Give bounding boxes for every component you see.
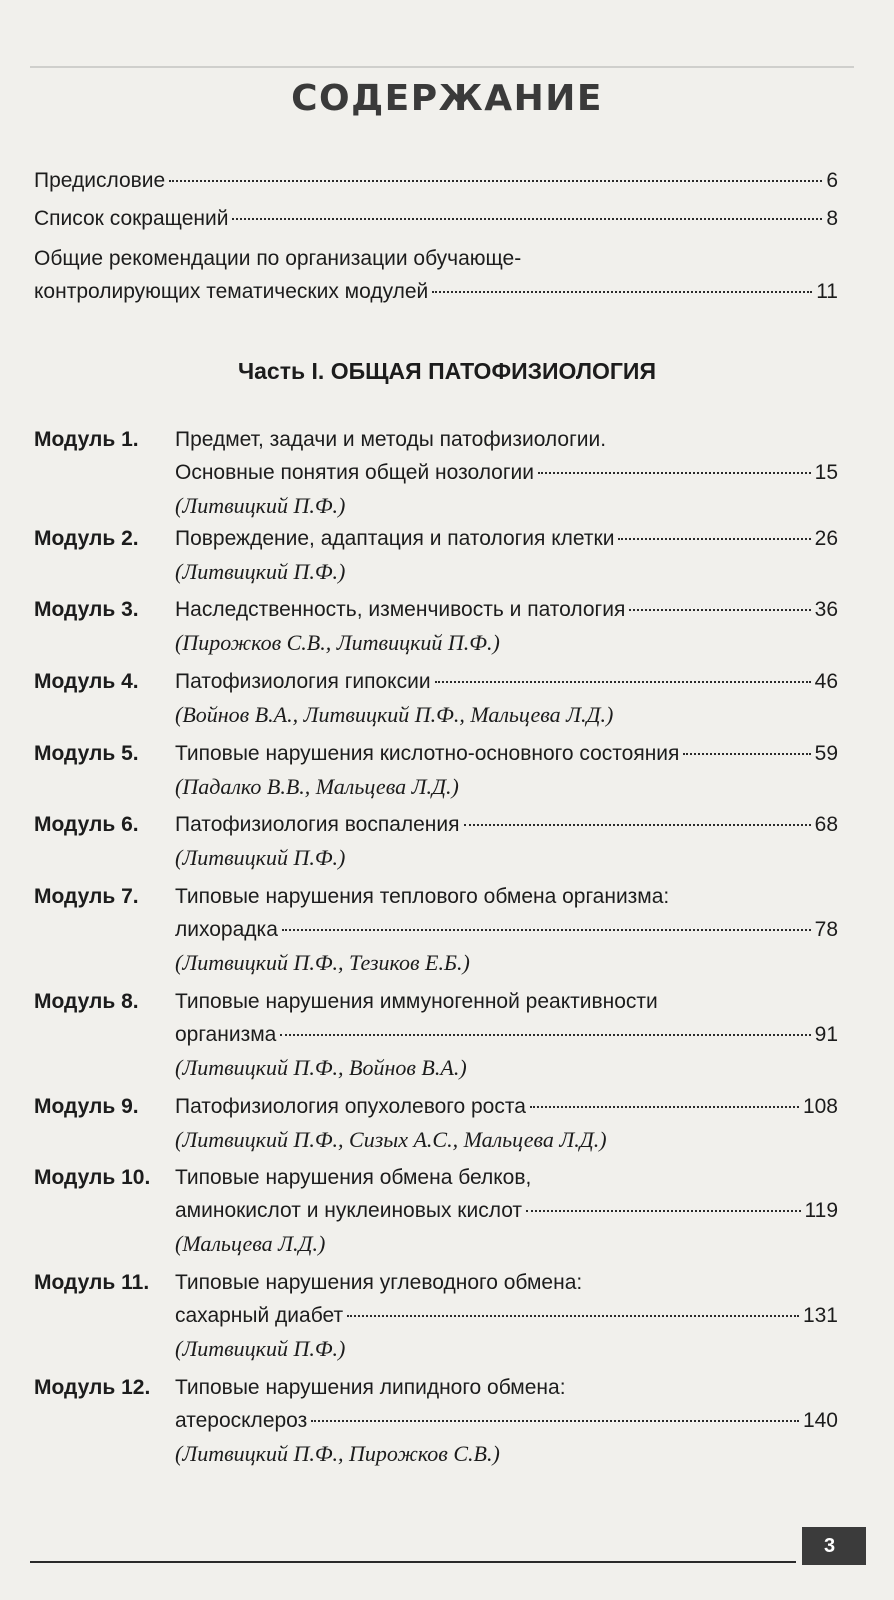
module-title-line-2: Основные понятия общей нозологии (175, 461, 534, 484)
entry-page: 11 (816, 280, 838, 303)
dot-leader (526, 1210, 800, 1212)
module-title-line-2: лихорадка (175, 918, 278, 941)
module-page: 46 (814, 670, 838, 693)
module-label: Модуль 7. (34, 885, 139, 908)
module-title-line-1: Повреждение, адаптация и патология клетки (175, 527, 615, 550)
module-authors: (Литвицкий П.Ф.) (175, 493, 346, 518)
module-label: Модуль 1. (34, 428, 139, 451)
dot-leader (232, 218, 822, 220)
module-page: 108 (802, 1095, 838, 1118)
module-title-line-2: сахарный диабет (175, 1304, 344, 1327)
module-label: Модуль 3. (34, 598, 139, 621)
module-title-line-1: Типовые нарушения углеводного обмена: (175, 1271, 583, 1294)
module-title-line-2: атеросклероз (175, 1409, 308, 1432)
module-title-line-1: Наследственность, изменчивость и патология (175, 598, 626, 621)
module-page: 119 (804, 1199, 838, 1222)
module-authors: (Литвицкий П.Ф.) (175, 1336, 346, 1361)
dot-leader (464, 824, 811, 826)
dot-leader (629, 609, 810, 611)
module-page: 140 (802, 1409, 838, 1432)
entry-page: 6 (826, 169, 838, 192)
page-title: СОДЕРЖАНИЕ (291, 78, 603, 119)
module-title-line-1: Типовые нарушения кислотно-основного состояния (175, 742, 680, 765)
module-page: 59 (814, 742, 838, 765)
dot-leader (618, 538, 810, 540)
module-authors: (Мальцева Л.Д.) (175, 1231, 326, 1256)
module-label: Модуль 2. (34, 527, 139, 550)
toc-entry-recommendations (34, 242, 838, 308)
module-authors: (Литвицкий П.Ф., Сизых А.С., Мальцева Л.Д.) (175, 1127, 607, 1152)
page-number: 3 (802, 1527, 866, 1565)
entry-page: 8 (826, 207, 838, 230)
dot-leader (530, 1106, 799, 1108)
module-label: Модуль 4. (34, 670, 139, 693)
dot-leader (169, 180, 822, 182)
module-authors: (Литвицкий П.Ф.) (175, 845, 346, 870)
module-page: 91 (814, 1023, 838, 1046)
module-title-line-1: Типовые нарушения липидного обмена: (175, 1376, 566, 1399)
module-label: Модуль 9. (34, 1095, 139, 1118)
module-page: 78 (814, 918, 838, 941)
module-title-line-2: организма (175, 1023, 277, 1046)
module-authors: (Литвицкий П.Ф., Войнов В.А.) (175, 1055, 467, 1080)
dot-leader (432, 291, 812, 293)
dot-leader (311, 1420, 799, 1422)
module-title-line-1: Патофизиология опухолевого роста (175, 1095, 526, 1118)
dot-leader (282, 929, 811, 931)
module-authors: (Литвицкий П.Ф., Пирожков С.В.) (175, 1441, 500, 1466)
top-rule (30, 66, 854, 68)
module-authors: (Литвицкий П.Ф.) (175, 559, 346, 584)
module-page: 131 (802, 1304, 838, 1327)
module-label: Модуль 5. (34, 742, 139, 765)
module-title-line-1: Типовые нарушения теплового обмена организма: (175, 885, 670, 908)
module-authors: (Литвицкий П.Ф., Тезиков Е.Б.) (175, 950, 470, 975)
module-authors: (Пирожков С.В., Литвицкий П.Ф.) (175, 630, 500, 655)
module-page: 68 (814, 813, 838, 836)
module-label: Модуль 11. (34, 1271, 150, 1294)
module-title-line-1: Типовые нарушения иммуногенной реактивности (175, 990, 658, 1013)
entry-title: Список сокращений (34, 207, 229, 230)
toc-entry-abbreviations (34, 202, 838, 235)
module-label: Модуль 12. (34, 1376, 151, 1399)
module-page: 36 (814, 598, 838, 621)
module-label: Модуль 8. (34, 990, 139, 1013)
dot-leader (683, 753, 810, 755)
module-title-line-1: Патофизиология воспаления (175, 813, 460, 836)
module-title-line-2: аминокислот и нуклеиновых кислот (175, 1199, 523, 1222)
toc-entry-preface (34, 164, 838, 197)
module-page: 26 (814, 527, 838, 550)
entry-title-line-1: Общие рекомендации по организации обучающе- (34, 247, 522, 270)
entry-title-line-2: контролирующих тематических модулей (34, 280, 429, 303)
dot-leader (280, 1034, 810, 1036)
dot-leader (347, 1315, 799, 1317)
module-title-line-1: Патофизиология гипоксии (175, 670, 431, 693)
module-page: 15 (814, 461, 838, 484)
module-title-line-1: Типовые нарушения обмена белков, (175, 1166, 532, 1189)
dot-leader (435, 681, 811, 683)
module-title-line-1: Предмет, задачи и методы патофизиологии. (175, 428, 607, 451)
bottom-rule (30, 1561, 796, 1563)
module-authors: (Войнов В.А., Литвицкий П.Ф., Мальцева Л.Д.) (175, 702, 614, 727)
part-heading: Часть I. ОБЩАЯ ПАТОФИЗИОЛОГИЯ (237, 358, 656, 384)
dot-leader (538, 472, 811, 474)
module-authors: (Падалко В.В., Мальцева Л.Д.) (175, 774, 459, 799)
module-label: Модуль 10. (34, 1166, 151, 1189)
module-label: Модуль 6. (34, 813, 139, 836)
entry-title: Предисловие (34, 169, 166, 192)
